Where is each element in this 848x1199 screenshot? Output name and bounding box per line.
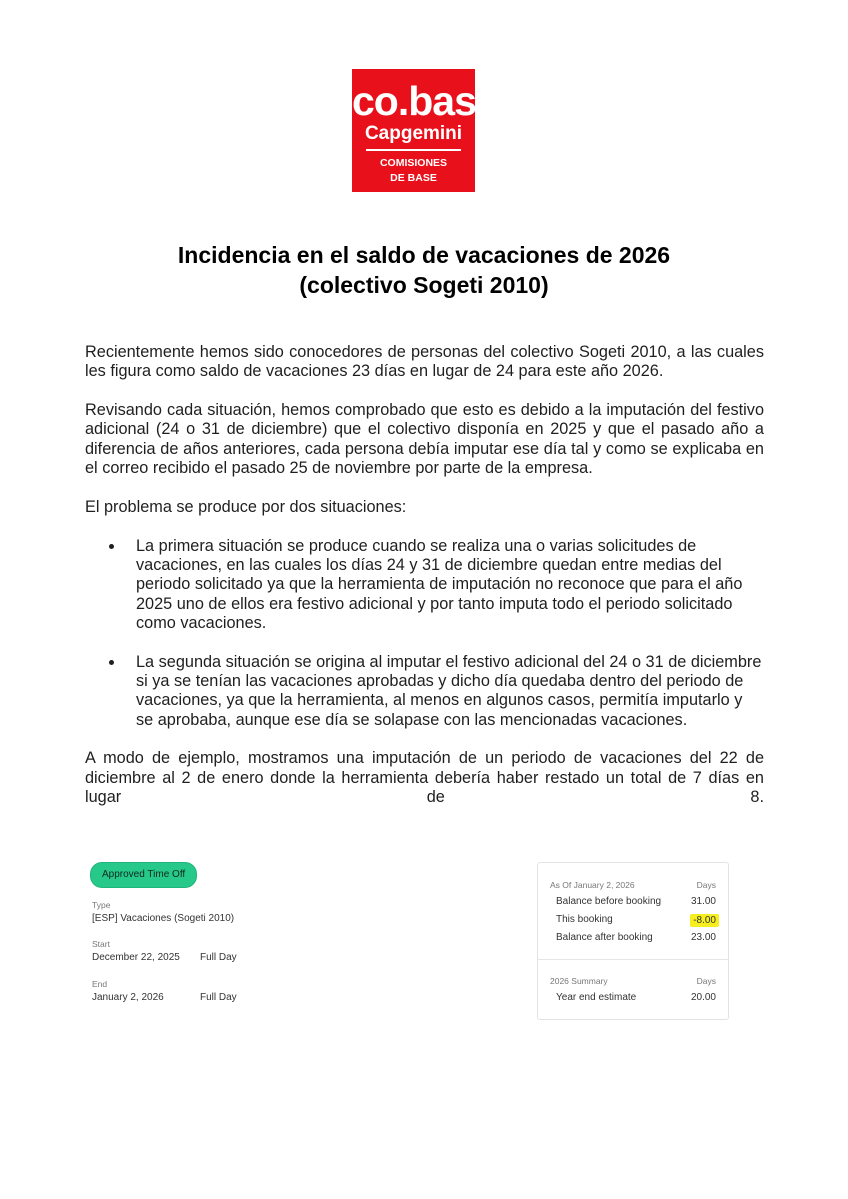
- table-row: [556, 992, 716, 1003]
- summary-header-days: Days: [696, 976, 716, 986]
- logo-subtitle-line2: DE BASE: [390, 172, 437, 184]
- section-divider: [538, 959, 728, 960]
- logo-cobas-text: co.bas: [352, 78, 476, 124]
- balance-header-days: Days: [696, 880, 716, 890]
- cobas-logo: [352, 69, 475, 192]
- paragraph-example: A modo de ejemplo, mostramos una imputación de un periodo de vacaciones del 22 de diciembre al 2 de enero donde la herramienta debería haber restado un total de 7 días en lugar de 8.: [85, 749, 764, 807]
- document-title: [84, 240, 764, 300]
- year-end-value: 20.00: [690, 992, 716, 1003]
- paragraph-review: Revisando cada situación, hemos comprobado que esto es debido a la imputación del festivo adicional (24 o 31 de diciembre) que el colectivo disponía en 2025 y que el pasado año a diferencia de años anteriores, cada persona debía imputar ese día tal y como se explicaba en el correo recibido el pasado 25 de noviembre por parte de la empresa.: [85, 401, 764, 478]
- situations-list: [85, 537, 764, 730]
- logo-capgemini-text: Capgemini: [364, 123, 463, 144]
- logo-divider: [366, 149, 461, 151]
- time-off-details: [90, 862, 350, 1003]
- start-date: December 22, 2025: [92, 952, 180, 963]
- type-label: Type: [92, 900, 111, 910]
- title-line2: (colectivo Sogeti 2010): [299, 272, 549, 298]
- balance-summary-card: [537, 862, 729, 1020]
- summary-header: [550, 976, 716, 986]
- end-date: January 2, 2026: [92, 992, 164, 1003]
- end-label: End: [92, 979, 108, 989]
- this-booking-value-highlighted: -8.00: [690, 914, 719, 927]
- paragraph-problem: El problema se produce por dos situaciones:: [85, 497, 407, 516]
- balance-after-label: Balance after booking: [556, 932, 653, 943]
- summary-header-year: 2026 Summary: [550, 976, 608, 986]
- balance-header-date: As Of January 2, 2026: [550, 880, 635, 890]
- year-end-label: Year end estimate: [556, 992, 637, 1003]
- balance-header: [550, 880, 716, 890]
- start-duration: Full Day: [200, 952, 237, 963]
- end-duration: Full Day: [200, 992, 237, 1003]
- list-item: La segunda situación se origina al imputar el festivo adicional del 24 o 31 de diciembre si ya se tenían las vacaciones aprobadas y dicho día quedaba dentro del periodo de vacaciones, ya que la herramienta, al menos en algunos casos, permitía imputarlo y se aprobaba, aunque ese día se solapase con las mencionadas vacaciones.: [136, 653, 764, 730]
- logo-subtitle-line1: COMISIONES: [379, 157, 448, 169]
- this-booking-label: This booking: [556, 914, 613, 925]
- type-value: [ESP] Vacaciones (Sogeti 2010): [92, 913, 235, 924]
- start-label: Start: [92, 939, 110, 949]
- approved-status-badge: Approved Time Off: [90, 862, 197, 888]
- paragraph-intro: Recientemente hemos sido conocedores de personas del colectivo Sogeti 2010, a las cuales les figura como saldo de vacaciones 23 días en lugar de 24 para este año 2026.: [85, 343, 764, 381]
- balance-before-label: Balance before booking: [556, 896, 662, 907]
- list-item: La primera situación se produce cuando se realiza una o varias solicitudes de vacaciones, en las cuales los días 24 y 31 de diciembre quedan entre medias del periodo solicitado ya que la herramienta de imputación no reconoce que para el año 2025 uno de ellos era festivo adicional y por tanto imputa todo el periodo solicitado como vacaciones.: [136, 537, 764, 633]
- table-row: [556, 896, 716, 907]
- table-row: [556, 914, 716, 925]
- title-line1: Incidencia en el saldo de vacaciones de 2026: [177, 242, 671, 268]
- logo-subtitle: [352, 156, 475, 186]
- balance-after-value: 23.00: [690, 932, 716, 943]
- table-row: [556, 932, 716, 943]
- balance-before-value: 31.00: [690, 896, 716, 907]
- document-body: [85, 343, 764, 827]
